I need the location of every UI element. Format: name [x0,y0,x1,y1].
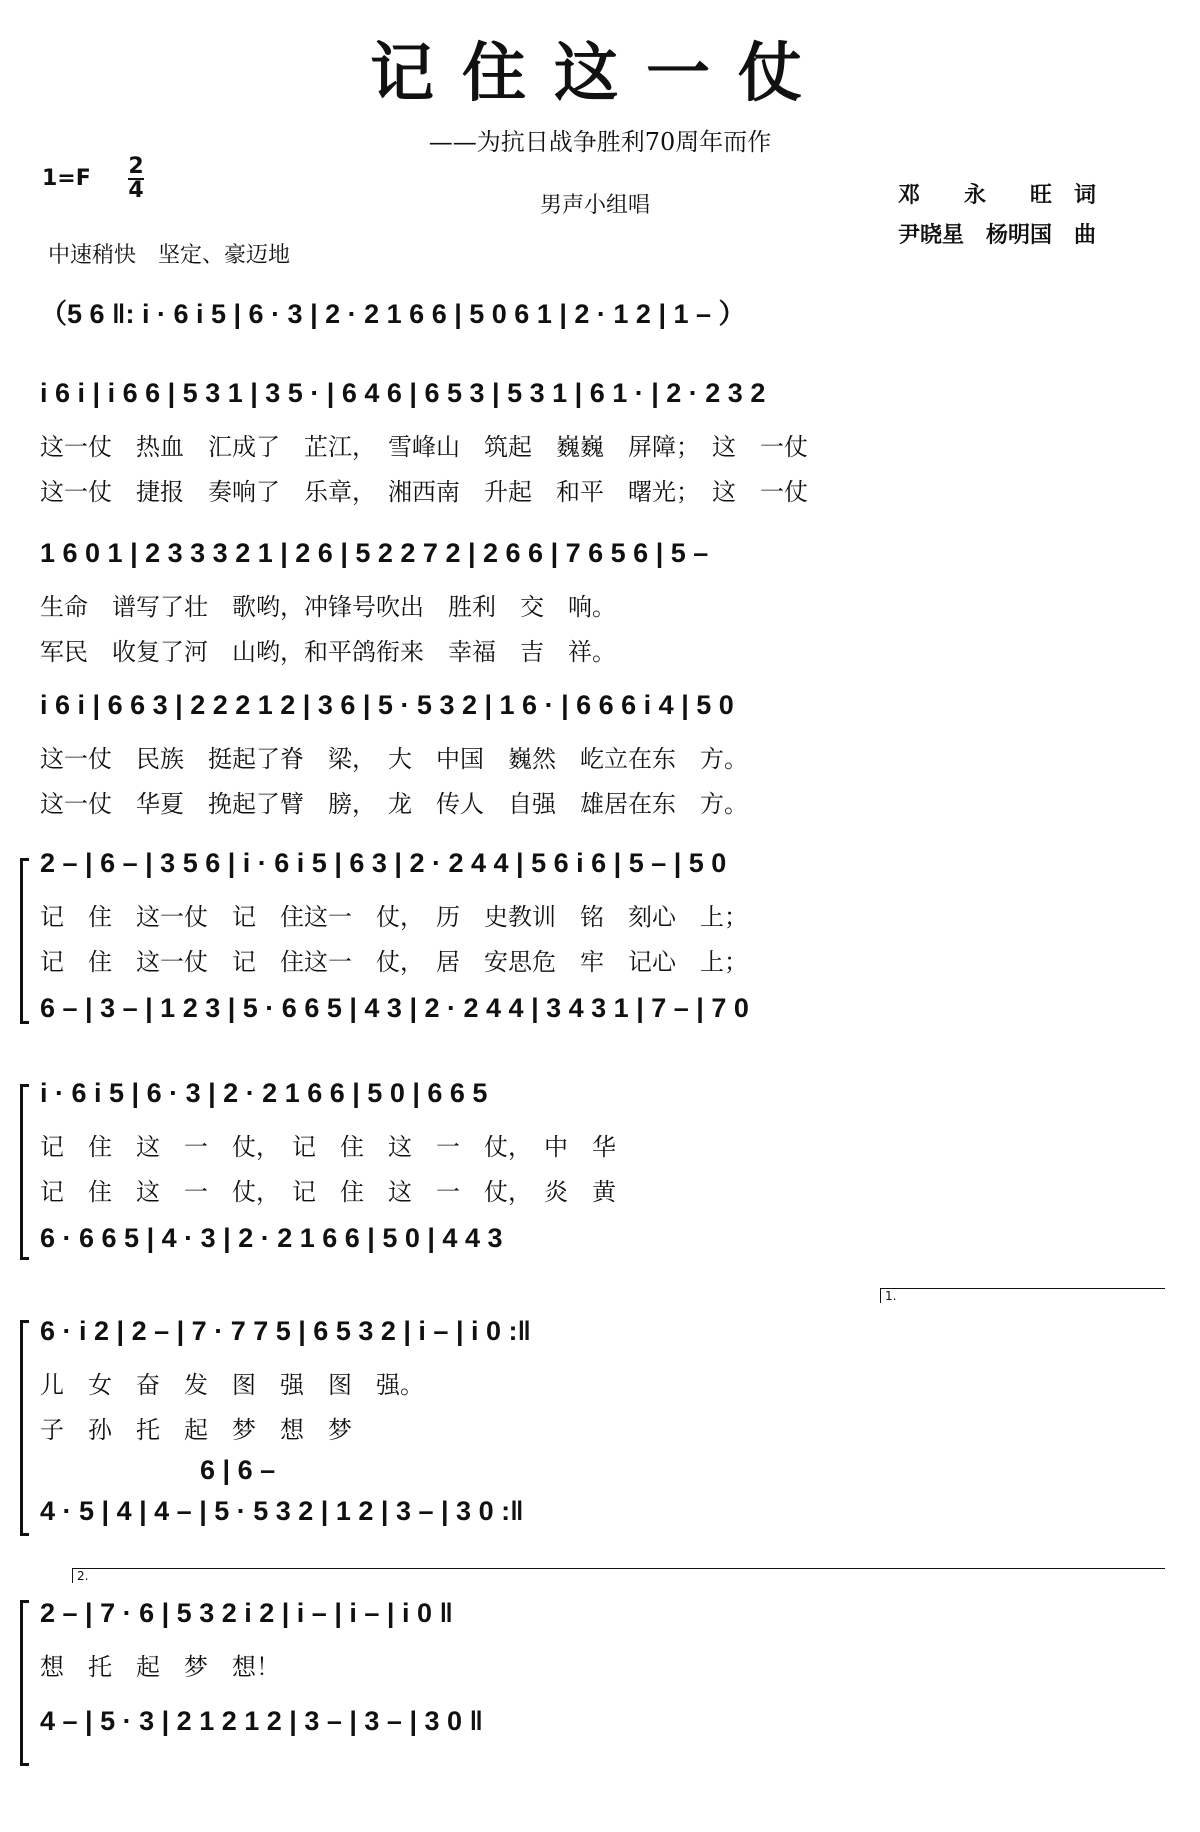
lyric-line: 这一仗 民族 挺起了脊 梁， 大 中国 巍然 屹立在东 方。 [40,745,748,773]
lower-voice-notes: 4 · 5 | 4 | 4 – | 5 · 5 3 2 | 1 2 | 3 – | 3 0 :‖ [40,1496,524,1526]
lyric-line: 记 住 这 一 仗， 记 住 这 一 仗， 中 华 [40,1133,616,1161]
system-bracket [20,1320,29,1536]
verse-notes-1: i 6 i | i 6 6 | 5 3 1 | 3 5 · | 6 4 6 | 6 5 3 | 5 3 1 | 6 1 · | 2 · 2 3 2 [40,378,766,408]
lyric-line: 记 住 这一仗 记 住这一 仗， 居 安思危 牢 记心 上； [40,948,748,976]
lyric-line: 想 托 起 梦 想！ [40,1653,280,1681]
upper-voice-notes: i · 6 i 5 | 6 · 3 | 2 · 2 1 6 6 | 5 0 | 6 6 5 [40,1078,488,1108]
lyric-line: 子 孙 托 起 梦 想 梦 [40,1416,352,1444]
system-bracket [20,858,29,1024]
verse-staff-2 [40,538,1170,667]
song-subtitle: ——为抗日战争胜利70周年而作 [428,128,772,156]
chorus-staff-3 [40,1316,1170,1527]
upper-voice-notes: 2 – | 7 · 6 | 5 3 2 i 2 | i – | i – | i 0 ‖ [40,1598,453,1628]
chorus-staff-2 [40,1078,1170,1254]
upper-voice-notes: 2 – | 6 – | 3 5 6 | i · 6 i 5 | 6 3 | 2 · 2 4 4 | 5 6 i 6 | 5 – | 5 0 [40,848,727,878]
performance-note: 男声小组唱 [540,193,651,218]
lyric-line: 儿 女 奋 发 图 强 图 强。 [40,1371,424,1399]
lower-voice-notes: 4 – | 5 · 3 | 2 1 2 1 2 | 3 – | 3 – | 3 0 ‖ [40,1706,483,1736]
composer: 尹晓星 杨明国 曲 [898,223,1097,248]
ending-staff [40,1598,1170,1737]
lyric-line: 记 住 这一仗 记 住这一 仗， 历 史教训 铭 刻心 上； [40,903,748,931]
verse-staff-3 [40,690,1170,819]
system-bracket [20,1084,29,1260]
lyric-line: 这一仗 捷报 奏响了 乐章， 湘西南 升起 和平 曙光； 这 一仗 [40,478,808,506]
lyric-line: 记 住 这 一 仗， 记 住 这 一 仗， 炎 黄 [40,1178,616,1206]
time-signature-top: 2 [128,154,144,179]
intro-staff [40,292,1170,331]
lyric-line: 这一仗 热血 汇成了 芷江， 雪峰山 筑起 巍巍 屏障； 这 一仗 [40,433,808,461]
song-title: 记住这一仗 [370,36,830,111]
intro-notes: （5 6 ‖: i · 6 i 5 | 6 · 3 | 2 · 2 1 6 6 | 5 0 6 1 | 2 · 1 2 | 1 – ） [40,299,746,329]
lyric-line: 生命 谱写了壮 歌哟，冲锋号吹出 胜利 交 响。 [40,593,616,621]
lyric-line: 这一仗 华夏 挽起了臂 膀， 龙 传人 自强 雄居在东 方。 [40,790,748,818]
chorus-staff-1 [40,848,1170,1024]
divisi-notes: 6 | 6 – [200,1455,276,1485]
time-signature [128,156,144,202]
time-signature-bottom: 4 [128,178,144,203]
verse-notes-2: 1 6 0 1 | 2 3 3 3 2 1 | 2 6 | 5 2 2 7 2 | 2 6 6 | 7 6 5 6 | 5 – [40,538,709,568]
lower-voice-notes: 6 – | 3 – | 1 2 3 | 5 · 6 6 5 | 4 3 | 2 · 2 4 4 | 3 4 3 1 | 7 – | 7 0 [40,993,749,1023]
upper-voice-notes: 6 · i 2 | 2 – | 7 · 7 7 5 | 6 5 3 2 | i – | i 0 :‖ [40,1316,531,1346]
tempo-marking: 中速稍快 坚定、豪迈地 [48,243,291,268]
volta-bracket-2: 2. [72,1568,1165,1583]
lower-voice-notes: 6 · 6 6 5 | 4 · 3 | 2 · 2 1 6 6 | 5 0 | 4 4 3 [40,1223,503,1253]
volta-bracket-1: 1. [880,1288,1165,1303]
verse-staff-1 [40,378,1170,507]
lyric-line: 军民 收复了河 山哟，和平鸽衔来 幸福 吉 祥。 [40,638,616,666]
verse-notes-3: i 6 i | 6 6 3 | 2 2 2 1 2 | 3 6 | 5 · 5 3 2 | 1 6 · | 6 6 6 i 4 | 5 0 [40,690,734,720]
lyricist: 邓 永 旺 词 [898,183,1097,208]
system-bracket [20,1600,29,1766]
key-signature: 1=F [42,166,91,191]
